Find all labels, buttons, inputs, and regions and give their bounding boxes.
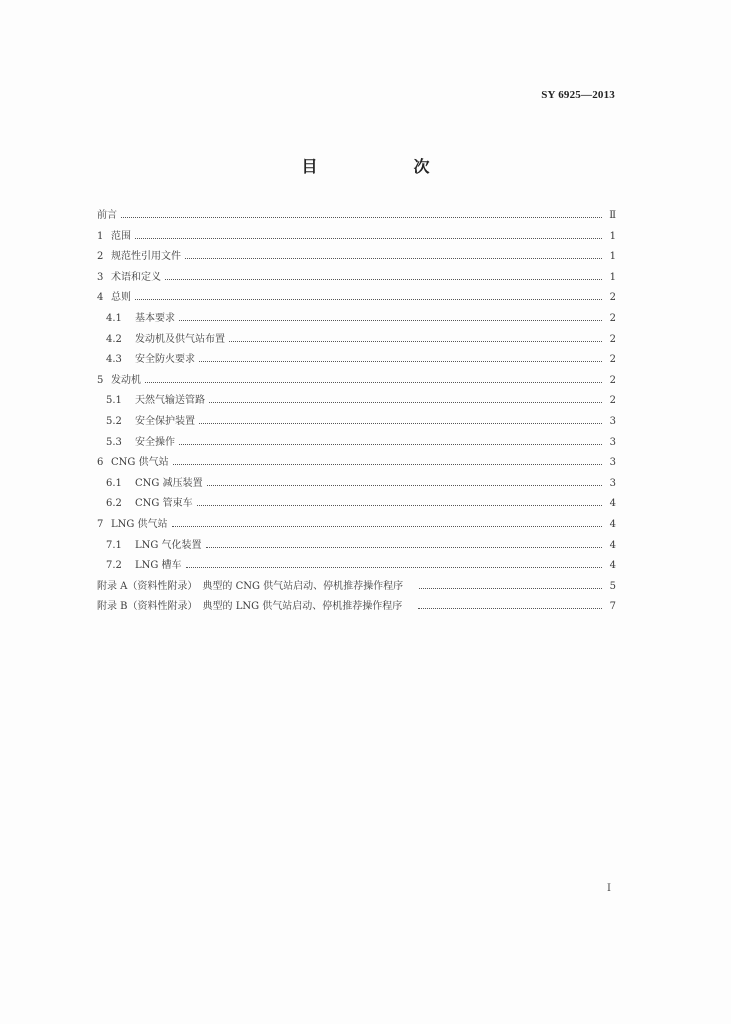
dot-leader	[199, 360, 602, 362]
toc-entry-page: 3	[609, 457, 616, 469]
toc-entry-number: 4.2	[106, 333, 122, 345]
toc-entry-number: 7	[97, 519, 104, 530]
toc-entry-label: 前言	[97, 210, 117, 221]
toc-entry-label: LNG 供气站	[111, 519, 168, 530]
toc-entry-number: 2	[97, 251, 104, 263]
toc-entry-label: 天然气输送管路	[135, 395, 205, 407]
toc-entry[interactable]	[97, 372, 616, 386]
toc-entry[interactable]	[97, 454, 616, 468]
toc-entry-label: 范围	[111, 230, 131, 242]
toc-entry-number: 7.1	[106, 539, 122, 551]
toc-entry-page: 4	[609, 498, 616, 510]
toc-entry-page: 2	[609, 354, 616, 366]
toc-entry-page: 2	[609, 292, 616, 304]
toc-entry[interactable]	[97, 248, 616, 262]
toc-entry-page: 1	[609, 230, 616, 242]
toc-entry-label: 安全保护装置	[135, 416, 195, 427]
toc-entry[interactable]	[97, 413, 616, 427]
toc-entry-page: 5	[609, 580, 616, 592]
toc-entry[interactable]	[97, 434, 616, 448]
dot-leader	[179, 443, 602, 445]
toc-entry-number: 3	[97, 271, 104, 283]
toc-entry[interactable]	[97, 269, 616, 283]
toc-entry-number: 6.1	[106, 477, 122, 489]
toc-entry-label: 总则	[111, 292, 131, 304]
toc-entry-number: 7.2	[106, 560, 122, 572]
toc-entry[interactable]	[97, 598, 616, 612]
toc-entry-label: 附录 A（资料性附录） 典型的 CNG 供气站启动、停机推荐操作程序	[97, 580, 404, 592]
toc-entry-label: 术语和定义	[111, 271, 161, 283]
dot-leader	[186, 566, 602, 568]
toc-entry-label: CNG 减压装置	[135, 477, 203, 489]
dot-leader	[418, 607, 602, 609]
dot-leader	[197, 504, 602, 506]
toc-entry-label: CNG 供气站	[111, 457, 169, 469]
dot-leader	[179, 319, 602, 321]
dot-leader	[185, 257, 602, 259]
toc-entry-page: 2	[609, 333, 616, 345]
dot-leader	[173, 463, 602, 465]
toc-entry-page: 7	[609, 601, 616, 613]
toc-entry-number: 6.2	[106, 498, 122, 510]
toc-entry[interactable]	[97, 207, 616, 221]
toc-entry-number: 5.3	[106, 436, 122, 448]
toc-entry-label: 发动机及供气站布置	[135, 333, 225, 345]
toc-entry[interactable]	[97, 516, 616, 530]
page-number: I	[607, 883, 611, 894]
dot-leader	[199, 422, 602, 424]
toc-entry-label: 安全防火要求	[135, 354, 195, 366]
toc-entry-page: 3	[609, 436, 616, 448]
dot-leader	[165, 278, 602, 280]
toc-entry-number: 4	[97, 292, 104, 304]
dot-leader	[172, 525, 602, 527]
dot-leader	[229, 340, 602, 342]
toc-entry[interactable]	[97, 578, 616, 592]
toc-entry-number: 5	[97, 374, 104, 386]
toc-entry-number: 5.2	[106, 416, 122, 427]
toc-entry-label: 发动机	[111, 374, 141, 386]
dot-leader	[145, 381, 602, 383]
toc-entry-page: 1	[609, 251, 616, 263]
toc-entry-label: 规范性引用文件	[111, 251, 181, 263]
toc-entry-number: 4.3	[106, 354, 122, 366]
dot-leader	[135, 298, 602, 300]
toc-entry-page: 2	[609, 395, 616, 407]
toc-entry-label: 安全操作	[135, 436, 175, 448]
toc-entry-page: 1	[609, 271, 616, 283]
dot-leader	[121, 216, 602, 218]
toc-entry-number: 1	[97, 230, 104, 242]
toc-entry-page: 3	[609, 477, 616, 489]
toc-entry[interactable]	[97, 537, 616, 551]
toc-entry[interactable]	[97, 557, 616, 571]
toc-entry-number: 5.1	[106, 395, 122, 407]
dot-leader	[209, 401, 602, 403]
toc-entry-label: 附录 B（资料性附录） 典型的 LNG 供气站启动、停机推荐操作程序	[97, 601, 403, 613]
toc-entry-label: 基本要求	[135, 313, 175, 324]
toc-entry-page: 4	[609, 539, 616, 551]
dot-leader	[419, 587, 602, 589]
toc-entry-page: 2	[609, 313, 616, 324]
toc-entry[interactable]	[97, 310, 616, 324]
toc-entry-number: 4.1	[106, 313, 122, 324]
standard-number: SY 6925—2013	[541, 89, 615, 101]
toc-entry-number: 6	[97, 457, 104, 469]
dot-leader	[207, 484, 602, 486]
toc-entry[interactable]	[97, 331, 616, 345]
toc-entry[interactable]	[97, 289, 616, 303]
toc-entry[interactable]	[97, 495, 616, 509]
toc-entry-label: LNG 气化装置	[135, 539, 202, 551]
toc-entry-label: CNG 管束车	[135, 498, 193, 510]
toc-entry-page: 4	[609, 560, 616, 572]
toc-entry[interactable]	[97, 351, 616, 365]
page-title: 目 次	[301, 157, 470, 176]
toc-entry-page: 4	[609, 519, 616, 530]
dot-leader	[135, 237, 602, 239]
toc-entry[interactable]	[97, 228, 616, 242]
toc-entry-page: 3	[609, 416, 616, 427]
toc-entry-page: Ⅱ	[609, 210, 616, 221]
toc-entry-label: LNG 槽车	[135, 560, 182, 572]
dot-leader	[206, 546, 602, 548]
toc-entry-page: 2	[609, 374, 616, 386]
toc-entry[interactable]	[97, 392, 616, 406]
toc-entry[interactable]	[97, 475, 616, 489]
